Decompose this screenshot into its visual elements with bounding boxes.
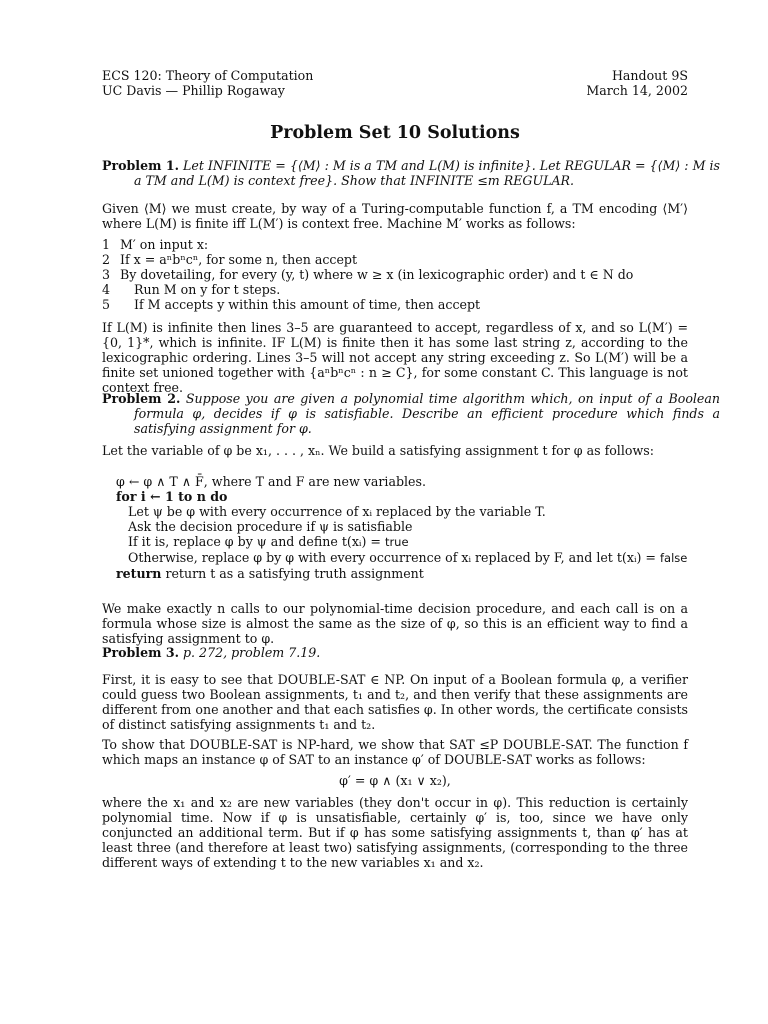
handout-date: March 14, 2002: [586, 83, 688, 98]
problem-3-para-1: First, it is easy to see that DOUBLE-SAT ∈ NP. On input of a Boolean formula φ, a verifier could guess two Boolean assignments, t₁ and t₂, and then verify that these assignments are different from one another and that each satisfies φ. In other words, the certificate consists of distinct satisfying assignments t₁ and t₂.: [102, 672, 688, 732]
alg-line-1: φ ← φ ∧ T ∧ F̄, where T and F are new variables.: [116, 474, 426, 489]
step-3: 3 By dovetailing, for every (y, t) where w ≥ x (in lexicographic order) and t ∈ N do: [102, 267, 634, 282]
alg-line-3: Let ψ be φ with every occurrence of xᵢ replaced by the variable T.: [128, 504, 546, 519]
author-line: UC Davis — Phillip Rogaway: [102, 83, 285, 98]
problem-1-intro: Given ⟨M⟩ we must create, by way of a Turing-computable function f, a TM encoding ⟨M′⟩ where L(M) is finite iff L(M′) is context free. Machine M′ works as follows:: [102, 201, 688, 231]
problem-1-statement: [102, 158, 720, 188]
header-right: [586, 68, 688, 98]
algorithm: [116, 474, 687, 581]
problem-3-label: Problem 3.: [102, 645, 179, 660]
problem-3-para-2: To show that DOUBLE-SAT is NP-hard, we show that SAT ≤P DOUBLE-SAT. The function f which maps an instance φ of SAT to an instance φ′ of DOUBLE-SAT works as follows:: [102, 737, 688, 767]
problem-1-steps: [102, 237, 688, 312]
problem-2-conclusion: We make exactly n calls to our polynomial-time decision procedure, and each call is on a formula whose size is almost the same as the size of φ, so this is an efficient way to find a satisfying assignment to φ.: [102, 601, 688, 646]
problem-1-text: Let INFINITE = {⟨M⟩ : M is a TM and L(M) is infinite}. Let REGULAR = {⟨M⟩ : M is a TM and L(M) is context free}. Show that INFINITE ≤m REGULAR.: [134, 158, 720, 188]
reduction-formula: φ′ = φ ∧ (x₁ ∨ x₂),: [339, 773, 451, 788]
problem-1-label: Problem 1.: [102, 158, 179, 173]
alg-line-7: return return t as a satisfying truth assignment: [116, 566, 424, 581]
alg-line-4: Ask the decision procedure if ψ is satisfiable: [128, 519, 413, 534]
problem-1-conclusion: If L(M) is infinite then lines 3–5 are guaranteed to accept, regardless of x, and so L(M′) = {0, 1}*, which is infinite. IF L(M) is finite then it has some last string z, according to the lexicographic ordering. Lines 3–5 will not accept any string exceeding z. So L(M′) will be a finite set unioned together with {aⁿbⁿcⁿ : n ≥ C}, for some constant C. This language is not context free.: [102, 320, 688, 395]
problem-2-intro: Let the variable of φ be x₁, . . . , xₙ. We build a satisfying assignment t for φ as follows:: [102, 443, 654, 458]
header-left: [102, 68, 313, 98]
problem-2-statement: [102, 391, 720, 436]
alg-line-2: for i ← 1 to n do: [116, 489, 228, 504]
alg-line-5: If it is, replace φ by ψ and define t(xᵢ) = true: [128, 534, 409, 549]
alg-line-6: Otherwise, replace φ by φ with every occurrence of xᵢ replaced by F, and let t(xᵢ) = false: [128, 550, 688, 565]
problem-3-statement: [102, 645, 688, 660]
problem-3-para-3: where the x₁ and x₂ are new variables (they don't occur in φ). This reduction is certainly polynomial time. Now if φ is unsatisfiable, certainly φ′ is, too, since we have only conjuncted an additional term. But if φ has some satisfying assignments t, than φ′ has at least three (and therefore at least two) satisfying assignments, (corresponding to the three different ways of extending t to the new variables x₁ and x₂.: [102, 795, 688, 870]
page-title: Problem Set 10 Solutions: [270, 123, 520, 143]
course-title: ECS 120: Theory of Computation: [102, 68, 314, 83]
step-2: 2 If x = aⁿbⁿcⁿ, for some n, then accept: [102, 252, 358, 267]
problem-3-ref: p. 272, problem 7.19.: [182, 645, 321, 660]
handout-number: Handout 9S: [611, 68, 688, 83]
step-5: 5 If M accepts y within this amount of time, then accept: [102, 297, 481, 312]
step-4: 4 Run M on y for t steps.: [102, 282, 281, 297]
problem-2-label: Problem 2.: [102, 391, 181, 406]
step-1: 1 M′ on input x:: [102, 237, 209, 252]
problem-2-text: Suppose you are given a polynomial time algorithm which, on input of a Boolean formula φ, decides if φ is satisfiable. Describe an efficient procedure which finds a satisfying assignment for φ.: [134, 391, 720, 436]
